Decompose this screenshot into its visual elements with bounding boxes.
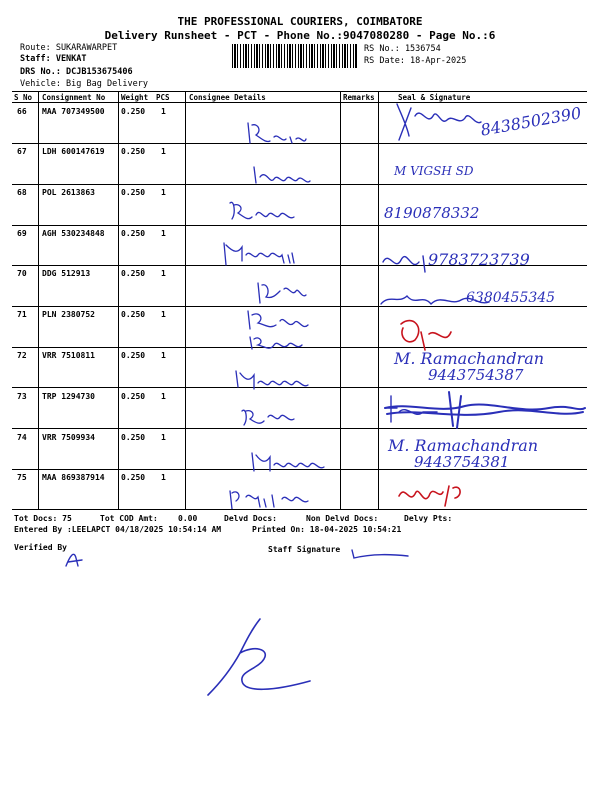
- row-sno: 71: [17, 310, 27, 319]
- rs-no: RS No.: 1536754: [364, 44, 441, 54]
- row-pcs: 1: [161, 147, 166, 156]
- staff-signature-label: Staff Signature: [268, 545, 341, 554]
- col-seal-signature: Seal & Signature: [398, 93, 471, 102]
- drs-label: DRS No.: DCJB153675406: [20, 67, 133, 77]
- total-docs: Tot Docs: 75: [14, 514, 72, 523]
- row-sno: 74: [17, 433, 27, 442]
- row-sno: 67: [17, 147, 27, 156]
- row-weight: 0.250: [121, 392, 146, 401]
- signature-phone-66: 8438502390: [479, 103, 583, 140]
- total-cod-label: Tot COD Amt:: [100, 514, 158, 523]
- row-consignment: DDG 512913: [42, 269, 91, 278]
- col-remarks: Remarks: [343, 93, 375, 102]
- row-pcs: 1: [161, 310, 166, 319]
- row-pcs: 1: [161, 433, 166, 442]
- non-delivered-docs: Non Delvd Docs:: [306, 514, 379, 523]
- row-consignment: VRR 7510811: [42, 351, 95, 360]
- row-sno: 66: [17, 107, 27, 116]
- row-consignment: MAA 869387914: [42, 473, 105, 482]
- row-consignment: POL 2613863: [42, 188, 95, 197]
- row-sno: 68: [17, 188, 27, 197]
- row-consignment: TRP 1294730: [42, 392, 95, 401]
- staff-signature-stroke: [350, 546, 410, 562]
- row-sno: 70: [17, 269, 27, 278]
- row-weight: 0.250: [121, 473, 146, 482]
- row-weight: 0.250: [121, 147, 146, 156]
- col-consignee: Consignee Details: [189, 93, 266, 102]
- row-weight: 0.250: [121, 269, 146, 278]
- col-pcs: PCS: [156, 93, 170, 102]
- row-pcs: 1: [161, 269, 166, 278]
- col-weight: Weight: [121, 93, 149, 102]
- row-consignment: AGH 530234848: [42, 229, 105, 238]
- route-label: Route: SUKARAWARPET: [20, 43, 118, 53]
- row-pcs: 1: [161, 188, 166, 197]
- row-pcs: 1: [161, 473, 166, 482]
- row-consignment: MAA 707349500: [42, 107, 105, 116]
- row-weight: 0.250: [121, 188, 146, 197]
- row-sno: 73: [17, 392, 27, 401]
- vehicle-label: Vehicle: Big Bag Delivery: [20, 79, 148, 89]
- row-weight: 0.250: [121, 310, 146, 319]
- verified-by: Verified By: [14, 543, 67, 552]
- signature-phone-74: 9443754381: [414, 453, 510, 471]
- row-pcs: 1: [161, 351, 166, 360]
- row-weight: 0.250: [121, 107, 146, 116]
- signature-phone-70: 6380455345: [466, 290, 556, 306]
- barcode: [232, 44, 357, 68]
- delivered-docs: Delvd Docs:: [224, 514, 277, 523]
- staff-label: Staff: VENKAT: [20, 54, 87, 64]
- row-weight: 0.250: [121, 229, 146, 238]
- row-pcs: 1: [161, 392, 166, 401]
- delivery-points: Delvy Pts:: [404, 514, 453, 523]
- signature-phone-72: 9443754387: [428, 366, 524, 384]
- signature-name-72: M. Ramachandran: [394, 349, 545, 368]
- runsheet-subtitle: Delivery Runsheet - PCT - Phone No.:9047080280 - Page No.:6: [104, 29, 496, 42]
- printed-on: Printed On: 18-04-2025 10:54:21: [252, 525, 402, 534]
- entered-by: Entered By :LEELAPCT 04/18/2025 10:54:14 AM: [14, 525, 222, 534]
- signature-phone-68: 8190878332: [384, 204, 480, 222]
- row-consignment: LDH 600147619: [42, 147, 105, 156]
- signature-name-67: M VIGSH SD: [394, 164, 474, 178]
- signature-phone-69: 9783723739: [428, 250, 530, 269]
- row-consignment: VRR 7509934: [42, 433, 95, 442]
- row-consignment: PLN 2380752: [42, 310, 95, 319]
- col-sno: S No: [14, 93, 33, 102]
- consignee-signatures: [186, 103, 340, 509]
- col-consignment: Consignment No: [42, 93, 106, 102]
- company-title: THE PROFESSIONAL COURIERS, COIMBATORE: [177, 15, 423, 28]
- row-sno: 69: [17, 229, 27, 238]
- large-signature: [200, 615, 320, 700]
- row-weight: 0.250: [121, 433, 146, 442]
- signature-name-74: M. Ramachandran: [388, 436, 539, 455]
- verifier-signature: [60, 546, 90, 570]
- row-sno: 75: [17, 473, 27, 482]
- rs-date: RS Date: 18-Apr-2025: [364, 56, 467, 66]
- row-weight: 0.250: [121, 351, 146, 360]
- row-pcs: 1: [161, 107, 166, 116]
- row-pcs: 1: [161, 229, 166, 238]
- row-sno: 72: [17, 351, 27, 360]
- total-cod-value: 0.00: [178, 514, 198, 523]
